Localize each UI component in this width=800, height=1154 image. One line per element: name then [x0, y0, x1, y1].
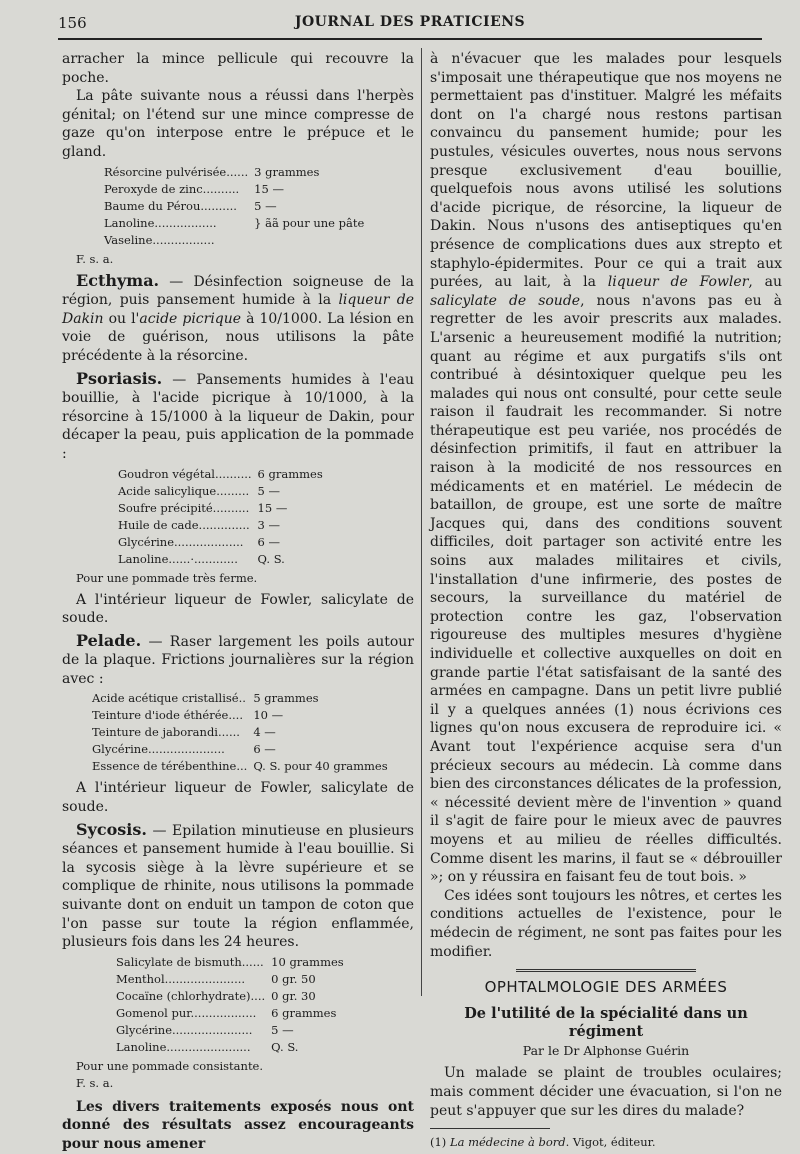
- paragraph: A l'intérieur liqueur de Fowler, salicylate de soude.: [62, 780, 414, 816]
- ingredient-quantity: 6 —: [257, 534, 281, 549]
- prescription-row: [116, 1022, 350, 1039]
- ingredient-name: Acide salicylique.........: [118, 483, 250, 498]
- fsa-note: F. s. a.: [76, 1075, 114, 1090]
- paragraph: Un malade se plaint de troubles oculaires; mais comment décider une évacuation, si l'on ne peut s'appuyer que sur les dires du malade?: [430, 1065, 782, 1119]
- ingredient-quantity: 10 grammes: [271, 954, 344, 969]
- fsa-note: F. s. a.: [76, 251, 114, 266]
- prescription-row: [118, 466, 329, 483]
- prescription-row: [92, 707, 394, 724]
- ingredient-name: Résorcine pulvérisée......: [104, 164, 249, 179]
- ingredient-quantity: 6 —: [253, 742, 276, 757]
- page-number: 156: [58, 14, 87, 32]
- ingredient-quantity: 15 —: [254, 181, 284, 196]
- prescription-row: [118, 483, 329, 500]
- ingredient-quantity: } ãã pour une pâte: [254, 215, 365, 230]
- ingredient-name: Lanoline.................: [104, 215, 217, 230]
- right-column: [430, 50, 782, 1152]
- paragraph: arracher la mince pellicule qui recouvre la poche.: [62, 51, 414, 86]
- footnote-rule: [430, 1128, 550, 1129]
- paragraph: à n'évacuer que les malades pour lesquels s'imposait une thérapeutique que nos moyens ne permettaient pas d'instituer. Malgré les méfaits dont on l'a chargé nous restons partisan convaincu du pansement humide; pour les pustules, vésicules ouvertes, nous nous servons presque exclusivement d'eau bouillie, quelquefois nous avons utilisé les solutions d'acide picrique, de résorcine, la liqueur de Dakin. Nous n'usons des antiseptiques qu'en présence de complications dues aux strepto et staphylo-épidermites. Pour ce qui a trait aux purées, au lait, à la liqueur de Fowler, au salicylate de soude, nous n'avons pas eu à regretter de les avoir prescrits aux malades. L'arsenic a heureusement modifié la nutrition; quant au régime et aux purgatifs s'ils ont contribué à désintoxiquer quelque peu les malades qui nous ont consulté, pour cette seule raison il faudrait les recommander. Si notre thérapeutique est peu variée, nos procédés de désinfection primitifs, il faut en attribuer la raison à la modicité de nos ressources en médicaments et en matériel. Le médecin de bataillon, de groupe, est une sorte de maître Jacques qui, dans des conditions souvent difficiles, doit partager son activité entre les soins aux malades militaires et civils, l'installation d'une infirmerie, des postes de secours, la surveillance du matériel de protection contre les gaz, l'observation rigoureuse des multiples mesures d'hygiène individuelle et collective auxquelles on doit en grande partie l'état satisfaisant de la santé des armées en campagne. Dans un petit livre publié il y a quelques années (1) nous écrivions ces lignes qu'on nous excusera de reproduire ici. « Avant tout l'expérience acquise sera d'un précieux secours au médecin. Là comme dans bien des circonstances délicates de la profession, « nécessité devient mère de l'invention » quand il s'agit de faire pour le mieux avec de pauvres moyens et au milieu de réelles difficultés. Comme disent les marins, il faut se « débrouiller »; on y réussira en faisant feu de tout bois. »: [430, 51, 783, 886]
- section-label: Sycosis.: [76, 819, 147, 839]
- ingredient-quantity: 6 grammes: [257, 466, 323, 481]
- ingredient-name: Glycérine.....................: [92, 742, 225, 757]
- prescription-table: [104, 164, 370, 249]
- ingredient-name: Vaseline.................: [104, 232, 215, 247]
- ingredient-name: Glycérine......................: [116, 1022, 253, 1037]
- prescription-row: [116, 1005, 350, 1022]
- ingredient-name: Peroxyde de zinc..........: [104, 181, 240, 196]
- prescription-note: Pour une pommade consistante.: [76, 1058, 264, 1073]
- ingredient-name: Gomenol pur..................: [116, 1005, 257, 1020]
- ingredient-quantity: 5 —: [257, 483, 281, 498]
- prescription-row: [104, 164, 370, 181]
- psoriasis-paragraph: Psoriasis. — Pansements humides à l'eau bouillie, à l'acide picrique à 10/1000, à la résorcine à 15/1000 à la liqueur de Dakin, pour décaper la peau, puis application de la pommade :: [62, 368, 414, 462]
- prescription-row: [104, 232, 370, 249]
- prescription-row: [116, 1039, 350, 1056]
- paragraph: A l'intérieur liqueur de Fowler, salicylate de soude.: [62, 591, 414, 627]
- ingredient-name: Soufre précipité..........: [118, 500, 250, 515]
- ingredient-name: Salicylate de bismuth......: [116, 954, 264, 969]
- column-divider: [421, 48, 422, 996]
- prescription-row: [118, 551, 329, 568]
- prescription-row: [92, 758, 394, 775]
- prescription-table: [118, 466, 329, 568]
- prescription-table: [92, 690, 394, 775]
- prescription-row: [116, 954, 350, 971]
- prescription-note: Pour une pommade très ferme.: [76, 570, 258, 585]
- prescription-row: [92, 724, 394, 741]
- ingredient-quantity: 10 —: [253, 708, 284, 723]
- prescription-row: [118, 534, 329, 551]
- left-column: [62, 50, 414, 1154]
- ingredient-name: Glycérine...................: [118, 534, 244, 549]
- prescription-row: [104, 181, 370, 198]
- ingredient-quantity: 4 —: [253, 725, 276, 740]
- ingredient-quantity: 0 gr. 50: [271, 971, 316, 986]
- ingredient-name: Huile de cade..............: [118, 517, 250, 532]
- ingredient-quantity: 3 —: [257, 517, 281, 532]
- journal-title: JOURNAL DES PRATICIENS: [294, 14, 526, 30]
- prescription-row: [118, 517, 329, 534]
- footnote: (1) La médecine à bord. Vigot, éditeur.: [430, 1135, 656, 1150]
- ingredient-quantity: 5 —: [271, 1022, 294, 1037]
- article-byline: Par le Dr Alphonse Guérin: [522, 1042, 690, 1058]
- ecthyma-paragraph: Ecthyma. — Désinfection soigneuse de la région, puis pansement humide à la liqueur de Dakin ou l'acide picrique à 10/1000. La lésion en voie de guérison, nous utilisons la pâte précédente à la résorcine.: [62, 270, 415, 364]
- ingredient-name: Essence de térébenthine...: [92, 759, 248, 774]
- article-title: De l'utilité de la spécialité dans un régiment: [464, 1004, 748, 1041]
- ingredient-quantity: 6 grammes: [271, 1005, 337, 1020]
- section-label: Ecthyma.: [76, 270, 160, 290]
- ingredient-name: Goudron végétal..........: [118, 466, 252, 481]
- paragraph: Les divers traitements exposés nous ont donné des résultats assez encourageants pour nous amener: [62, 1098, 414, 1152]
- ingredient-quantity: 5 grammes: [253, 691, 319, 706]
- section-banner: OPHTALMOLOGIE DES ARMÉES: [484, 978, 728, 997]
- section-label: Pelade.: [76, 630, 142, 650]
- prescription-row: [92, 690, 394, 707]
- sycosis-paragraph: Sycosis. — Epilation minutieuse en plusieurs séances et pansement humide à l'eau bouillie. Si la sycosis siège à la lèvre supérieure et se complique de rhinite, nous utilisons la pommade suivante dont on enduit un tampon de coton que l'on passe sur toute la région enflammée, plusieurs fois dans les 24 heures.: [62, 819, 414, 951]
- ingredient-name: Lanoline......·............: [118, 551, 238, 566]
- ingredient-quantity: Q. S.: [257, 551, 285, 566]
- paragraph: La pâte suivante nous a réussi dans l'herpès génital; on l'étend sur une mince compresse de gaze qu'on interpose entre le prépuce et le gland.: [62, 88, 414, 160]
- ingredient-name: Teinture de jaborandi......: [92, 725, 240, 740]
- ingredient-name: Menthol......................: [116, 971, 246, 986]
- page-header: [58, 14, 762, 38]
- ingredient-quantity: [254, 232, 370, 249]
- ingredient-quantity: 0 gr. 30: [271, 988, 316, 1003]
- ingredient-quantity: Q. S. pour 40 grammes: [253, 759, 388, 774]
- prescription-row: [104, 198, 370, 215]
- section-separator: [516, 969, 696, 972]
- header-rule: [58, 38, 762, 40]
- ingredient-quantity: 3 grammes: [254, 164, 320, 179]
- ingredient-name: Acide acétique cristallisé..: [92, 691, 246, 706]
- ingredient-quantity: Q. S.: [271, 1039, 299, 1054]
- ingredient-name: Teinture d'iode éthérée....: [92, 708, 243, 723]
- prescription-row: [116, 971, 350, 988]
- prescription-row: [104, 215, 370, 232]
- ingredient-name: Lanoline.......................: [116, 1039, 251, 1054]
- ingredient-name: Baume du Pérou..........: [104, 198, 237, 213]
- prescription-row: [92, 741, 394, 758]
- ingredient-name: Cocaïne (chlorhydrate)....: [116, 988, 266, 1003]
- ingredient-quantity: 15 —: [257, 500, 288, 515]
- prescription-row: [116, 988, 350, 1005]
- section-label: Psoriasis.: [76, 368, 163, 388]
- paragraph: Ces idées sont toujours les nôtres, et certes les conditions actuelles de l'existence, pour le médecin de régiment, ne sont pas faites pour les modifier.: [430, 887, 782, 960]
- ingredient-quantity: 5 —: [254, 198, 277, 213]
- prescription-row: [118, 500, 329, 517]
- prescription-table: [116, 954, 350, 1056]
- pelade-paragraph: Pelade. — Raser largement les poils autour de la plaque. Frictions journalières sur la région avec :: [62, 630, 414, 687]
